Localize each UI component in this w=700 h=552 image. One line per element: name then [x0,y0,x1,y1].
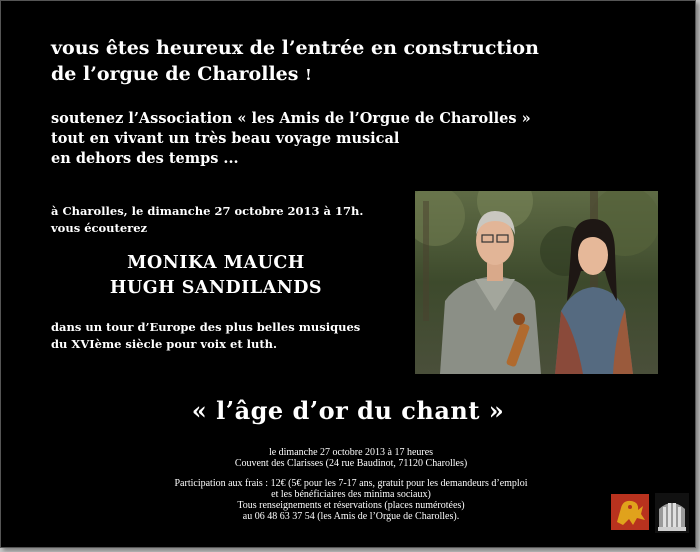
concert-title: « l’âge d’or du chant » [191,396,505,425]
support-line-3: en dehors des temps ... [51,150,239,167]
musicians-photo [415,191,658,374]
details-spacer [61,469,641,478]
artist-name: HUGH SANDILANDS [109,278,323,298]
artist-name: MONIKA MAUCH [127,253,305,273]
event-date-line: à Charolles, le dimanche 27 octobre 2013 à 17h. [51,204,364,218]
musicians-photo-illustration [415,191,658,374]
details-info-line-1: Tous renseignements et réservations (places numérotées) [237,500,465,511]
support-line-2: tout en vivant un très beau voyage musical [51,130,400,147]
details-info-line-2: au 06 48 63 37 54 (les Amis de l’Orgue de Charolles). [242,511,460,522]
details-price-line-1: Participation aux frais : 12€ (5€ pour les 7-17 ans, gratuit pour les demandeurs d’emploi [174,478,528,489]
details-date: le dimanche 27 octobre 2013 à 17 heures [268,447,434,458]
event-intro [51,203,363,237]
headline-line-2-text: de l’orgue de Charolles [51,63,299,85]
program-line-2: du XVIème siècle pour voix et luth. [51,337,278,351]
headline [51,35,539,88]
headline-line-1: vous êtes heureux de l’entrée en construction [51,37,539,59]
artist-names [71,251,361,301]
program-line-1: dans un tour d’Europe des plus belles musiques [51,320,361,334]
event-details [61,447,641,522]
organ-pipes-icon [655,493,689,533]
headline-exclamation: ! [305,66,312,84]
support-message [51,109,531,169]
event-listen-line: vous écouterez [51,221,148,235]
program-description [51,319,360,353]
details-price-line-2: et les bénéficiaires des minima sociaux) [271,489,431,500]
support-line-1: soutenez l’Association « les Amis de l’Orgue de Charolles » [51,110,531,127]
headline-line-2 [51,61,539,88]
details-venue: Couvent des Clarisses (24 rue Baudinot, 71120 Charolles) [234,458,468,469]
lion-crest-icon [611,494,649,530]
